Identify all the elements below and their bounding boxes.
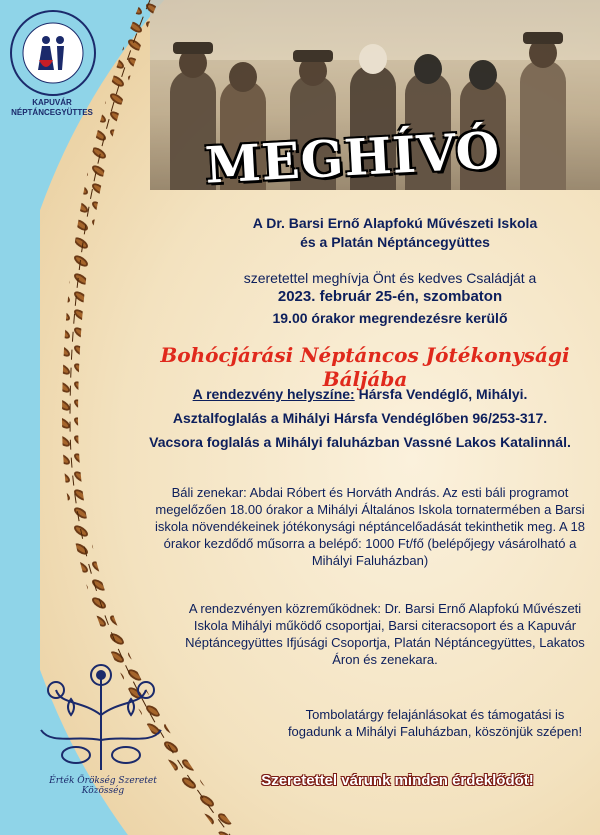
dancers-icon: [12, 12, 94, 94]
tombola-info: Tombolatárgy felajánlásokat és támogatási is fogadunk a Mihályi Faluházban, köszönjük szépen!: [287, 707, 583, 739]
school-logo: [10, 10, 96, 96]
event-date: 2023. február 25-én, szombaton: [277, 288, 503, 305]
closing-line: Szeretettel várunk minden érdeklődőt!: [261, 772, 534, 789]
dinner-booking: Vacsora foglalás a Mihályi faluházban Vassné Lakos Katalinnál.: [149, 434, 571, 450]
venue-info: [120, 382, 600, 454]
folk-motif-icon: [26, 655, 176, 785]
venue-place: Hársfa Vendéglő, Mihályi.: [354, 386, 528, 402]
logo-caption: KAPUVÁR NÉPTÁNCEGYÜTTES: [11, 98, 93, 117]
motif-caption: Érték Örökség Szeretet Közösség: [49, 776, 157, 796]
invite-line: szeretettel meghívja Önt és kedves Családját a: [243, 270, 537, 286]
music-info: Báli zenekar: Abdai Róbert és Horváth András. Az esti báli programot megelőzően 18.00 órakor a Mihályi Általános Iskola tornatermében a Barsi iskola növendékeinek jótékonysági néptáncelőadását tekinthetik meg. A 18 órakor kezdődő műsorra a belépő: 1000 Ft/fő (belépőjegy vásárolható a Mihályi Faluházban): [154, 485, 585, 568]
organizers: A Dr. Barsi Ernő Alapfokú Művészeti Iskola és a Platán Néptáncegyüttes: [252, 215, 538, 250]
page-title: MEGHÍVÓ: [203, 120, 502, 195]
venue-label: A rendezvény helyszíne:: [192, 386, 355, 402]
cooperators-info: A rendezvényen közreműködnek: Dr. Barsi Ernő Alapfokú Művészeti Iskola Mihályi működő csoportjai, Barsi citeracsoport és a Kapuvár Néptáncegyüttes Ifjúsági Csoportja, Platán Néptáncegyüttes, Lakatos Áron és zenekara.: [185, 601, 585, 667]
event-name: Bohócjárási Néptáncos Jótékonysági Báljába: [160, 343, 570, 391]
table-booking: Asztalfoglalás a Mihályi Hársfa Vendéglőben 96/253-317.: [172, 410, 548, 426]
event-time: 19.00 órakor megrendezésre kerülő: [272, 310, 508, 326]
